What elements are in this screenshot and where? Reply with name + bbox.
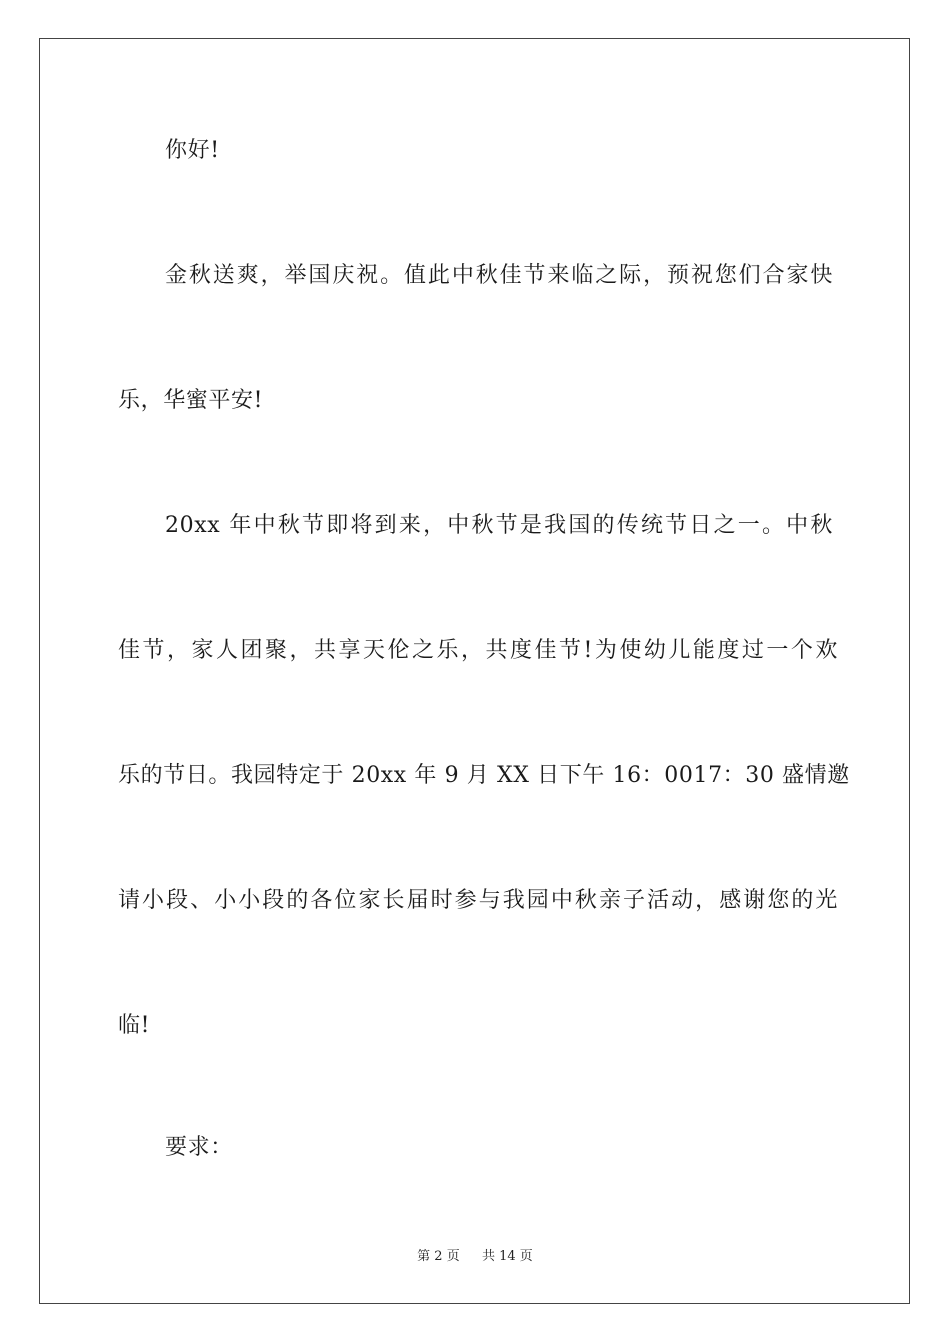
page-border [39,38,910,1304]
page-footer [0,1248,950,1266]
paragraph-1-line-1: 金秋送爽，举国庆祝。值此中秋佳节来临之际，预祝您们合家快 [165,263,833,288]
greeting-line: 你好! [165,138,220,163]
paragraph-2-line-2: 佳节，家人团聚，共享天伦之乐，共度佳节!为使幼儿能度过一个欢 [118,638,838,663]
paragraph-2-line-5: 临! [118,1013,151,1038]
page-number: 第 2 页 [417,1249,460,1264]
paragraph-1-line-2: 乐，华蜜平安! [118,388,264,413]
requirements-heading: 要求： [165,1135,233,1160]
paragraph-2-line-4: 请小段、小小段的各位家长届时参与我园中秋亲子活动，感谢您的光 [118,888,838,913]
paragraph-2-line-1: 20xx 年中秋节即将到来，中秋节是我国的传统节日之一。中秋 [165,513,833,538]
paragraph-2-line-3: 乐的节日。我园特定于 20xx 年 9 月 XX 日下午 16：0017：30 盛情邀 [118,763,850,788]
total-pages: 共 14 页 [482,1249,533,1264]
